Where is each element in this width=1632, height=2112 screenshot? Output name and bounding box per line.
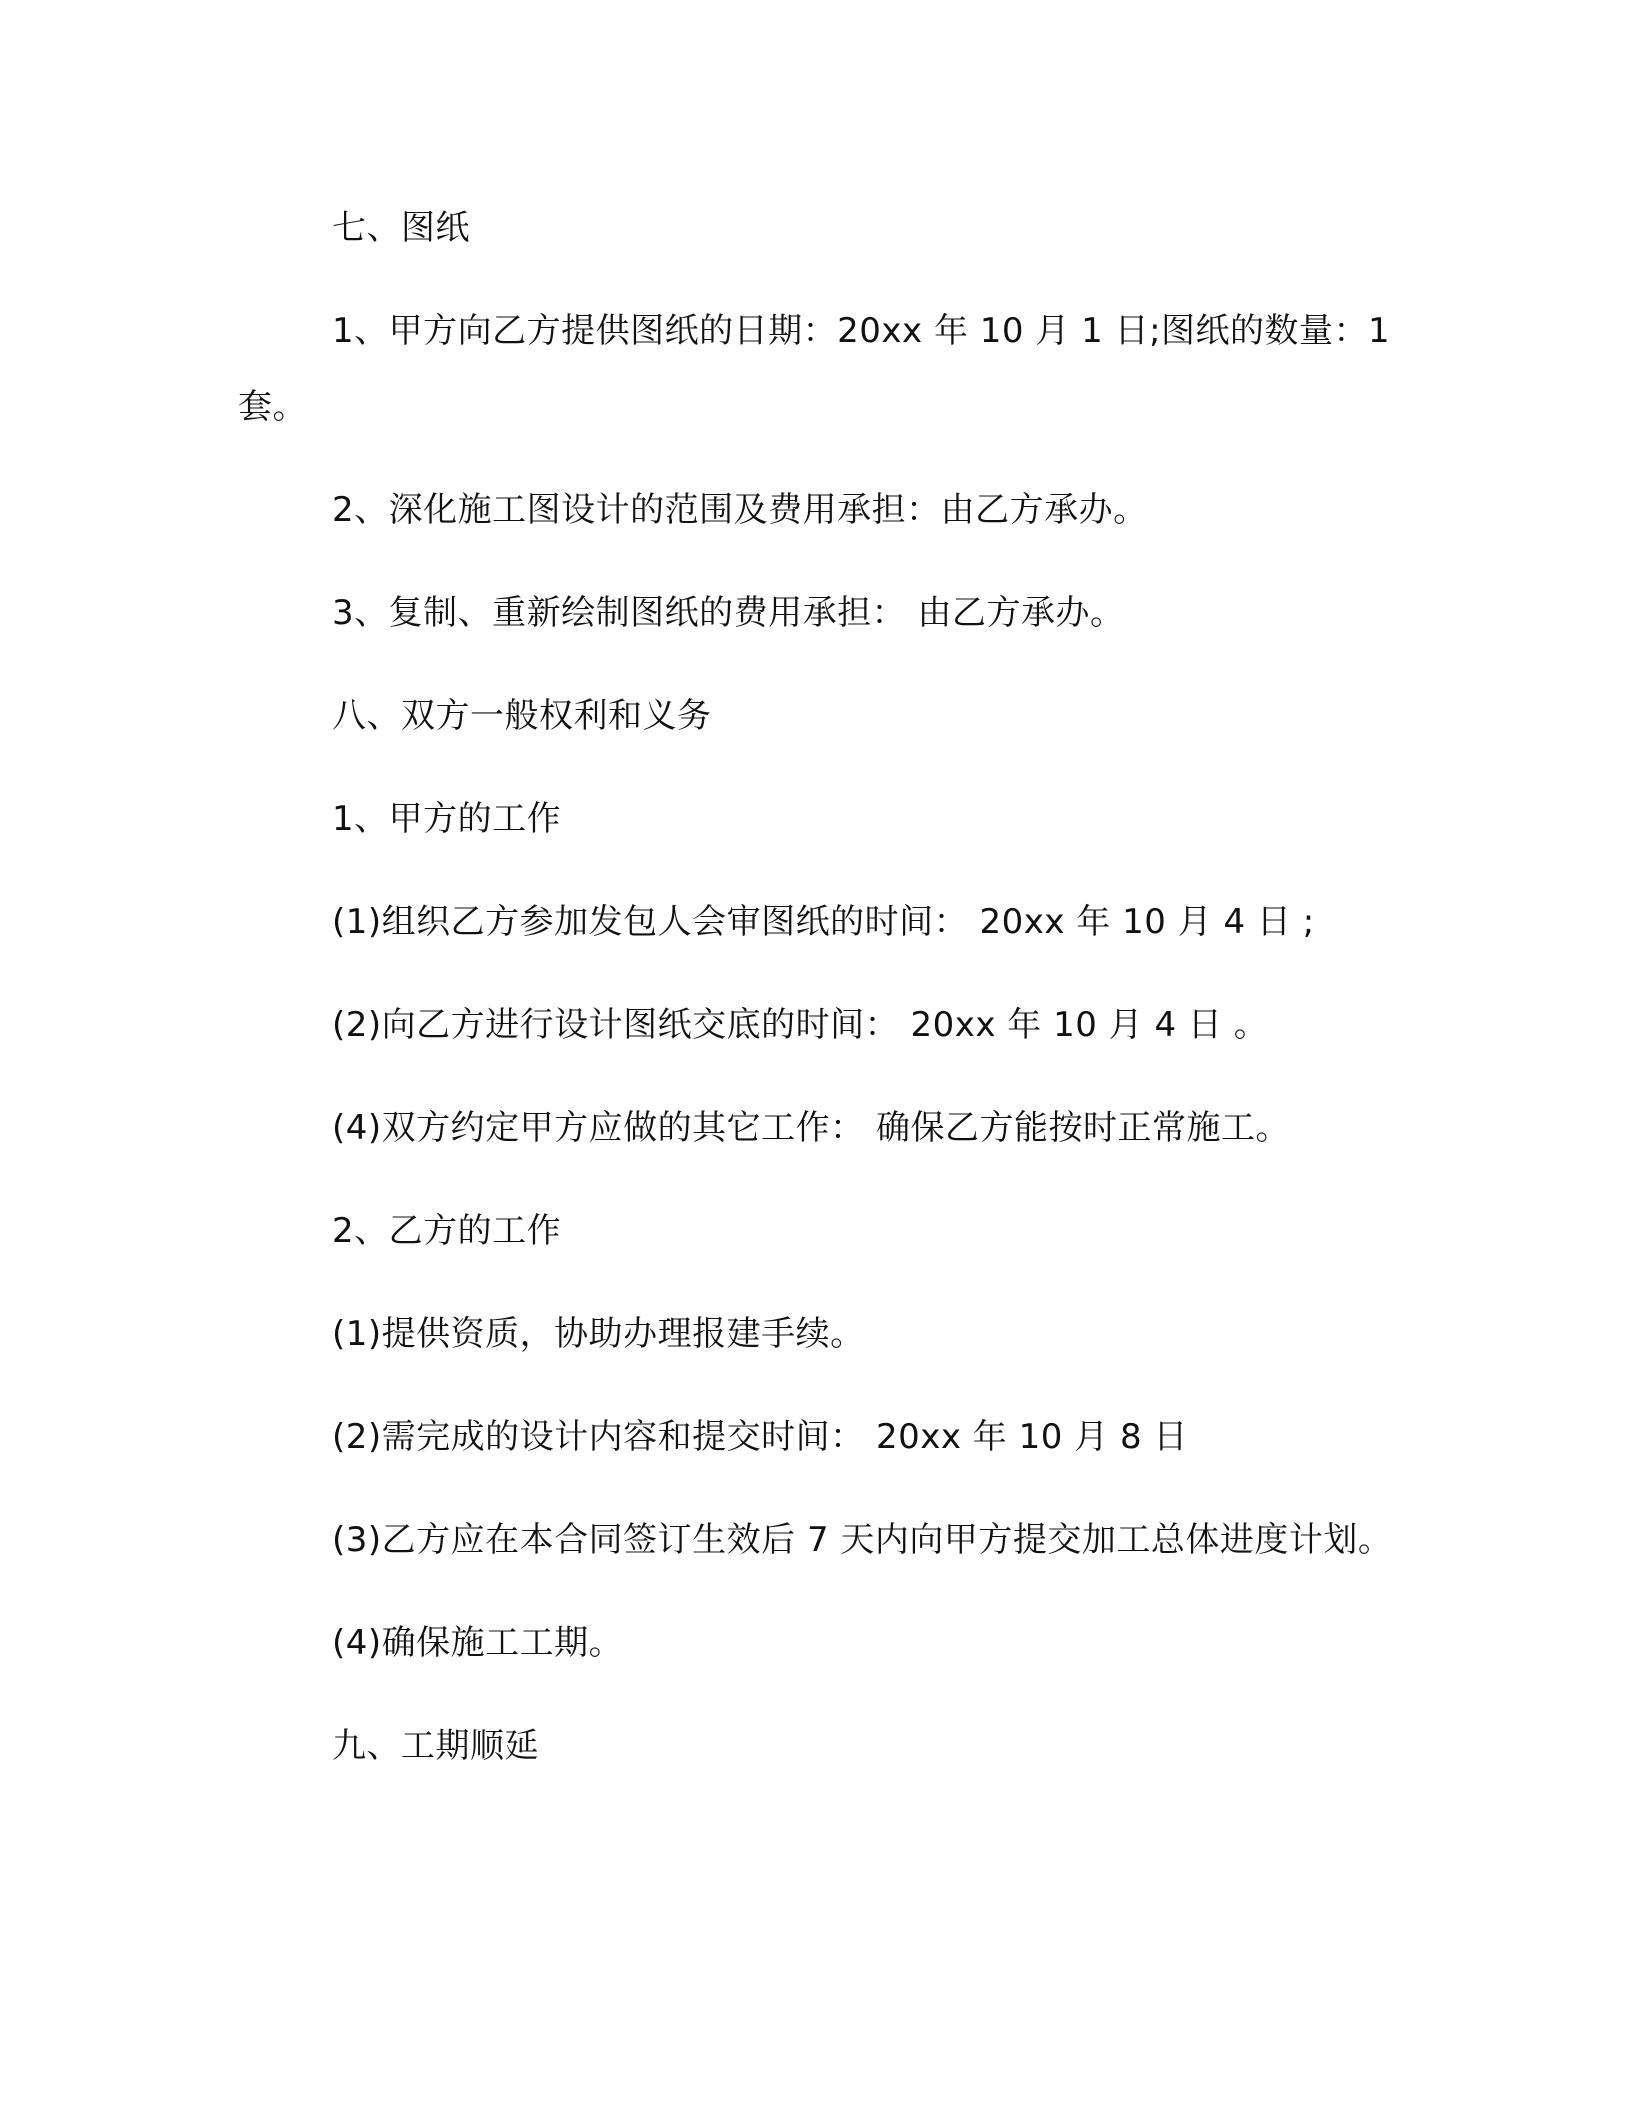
section-heading-extension: 九、工期顺延 bbox=[332, 1726, 539, 1766]
item-schedule-plan: (3)乙方应在本合同签订生效后 7 天内向甲方提交加工总体进度计划。 bbox=[332, 1520, 1393, 1560]
document-body bbox=[238, 190, 1398, 1811]
item-party-a-other-work: (4)双方约定甲方应做的其它工作： 确保乙方能按时正常施工。 bbox=[332, 1108, 1290, 1148]
section-heading-drawings: 七、图纸 bbox=[332, 208, 470, 248]
clause-copy-redraw: 3、复制、重新绘制图纸的费用承担： 由乙方承办。 bbox=[332, 593, 1125, 633]
section-heading-rights-obligations: 八、双方一般权利和义务 bbox=[332, 696, 712, 736]
item-design-submission: (2)需完成的设计内容和提交时间： 20xx 年 10 月 8 日 bbox=[332, 1417, 1188, 1457]
item-design-briefing-time: (2)向乙方进行设计图纸交底的时间： 20xx 年 10 月 4 日 。 bbox=[332, 1005, 1269, 1045]
item-construction-period: (4)确保施工工期。 bbox=[332, 1623, 624, 1663]
subheading-party-b-work: 2、乙方的工作 bbox=[332, 1211, 562, 1251]
item-drawing-review-time: (1)组织乙方参加发包人会审图纸的时间： 20xx 年 10 月 4 日 ; bbox=[332, 902, 1315, 942]
subheading-party-a-work: 1、甲方的工作 bbox=[332, 799, 562, 839]
item-qualification: (1)提供资质，协助办理报建手续。 bbox=[332, 1314, 865, 1354]
clause-drawings-delivery: 1、甲方向乙方提供图纸的日期：20xx 年 10 月 1 日;图纸的数量：1 套。 bbox=[238, 311, 1391, 427]
clause-detailed-design: 2、深化施工图设计的范围及费用承担：由乙方承办。 bbox=[332, 490, 1148, 530]
